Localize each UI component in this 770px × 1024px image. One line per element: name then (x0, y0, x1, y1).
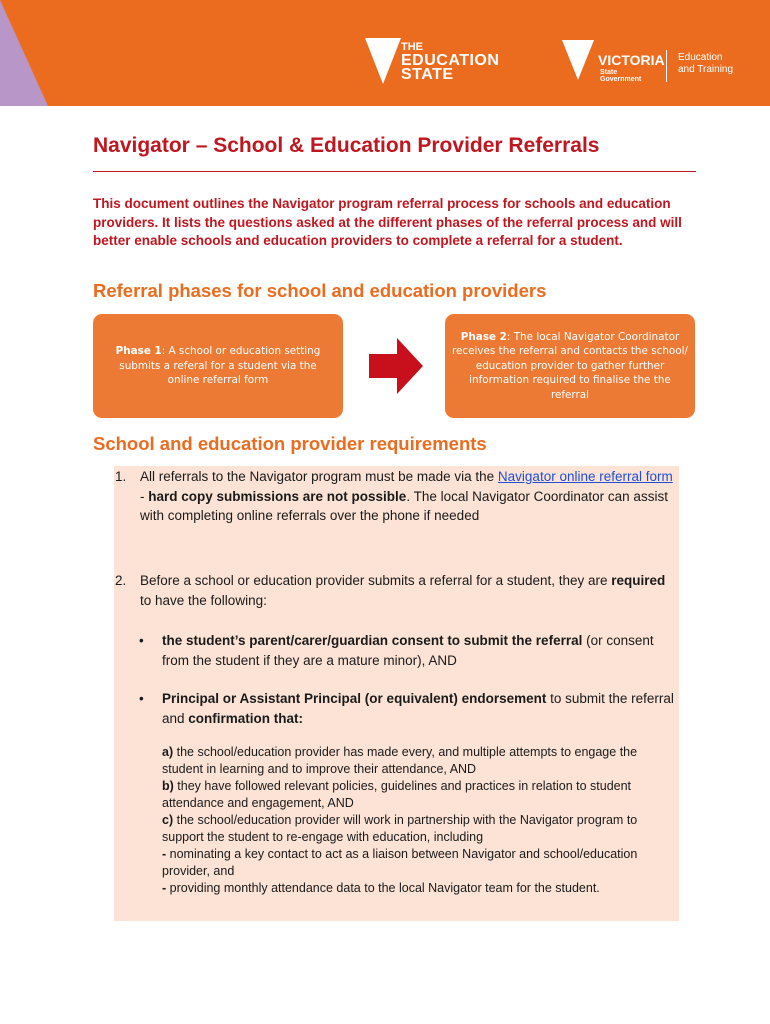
condition-c-label: c) (162, 813, 174, 827)
edu-logo-line1: THE (401, 41, 423, 53)
vic-logo-department (678, 52, 758, 76)
requirement-1-number: 1. (115, 469, 127, 484)
phase-2-label: Phase 2 (460, 330, 507, 343)
vic-logo-sub (600, 69, 660, 83)
section-heading-phases: Referral phases for school and education providers (93, 280, 547, 301)
vic-logo-dept2: and Training (678, 64, 734, 75)
condition-a-label: a) (162, 745, 174, 759)
requirement-2-pre: Before a school or education provider submits a referral for a student, they are (140, 573, 612, 588)
requirement-2-post: to have the following: (140, 592, 267, 608)
title-divider (93, 171, 696, 172)
header-banner (0, 0, 770, 106)
condition-d1 (162, 846, 672, 880)
bullet-2-bold1: Principal or Assistant Principal (or equivalent) endorsement (162, 691, 547, 706)
vic-logo-divider (666, 50, 667, 82)
phase-1-text: : A school or education setting submits a referal for a student via the online referral form (119, 345, 321, 387)
bullet-1-dot: • (139, 633, 144, 648)
phase-1-label: Phase 1 (115, 345, 162, 358)
education-state-v-icon (365, 38, 401, 84)
condition-a (162, 744, 672, 778)
victoria-v-icon (562, 40, 594, 80)
condition-d1-label: - (162, 847, 167, 861)
bullet-2-dot: • (139, 691, 144, 706)
condition-b-text: they have followed relevant policies, guidelines and practices in relation to student attendance and engagement, AND (162, 779, 632, 810)
condition-c-text: the school/education provider will work in partnership with the Navigator program to support the student to re-engage with education, including (162, 813, 638, 844)
section-heading-requirements: School and education provider requirements (93, 433, 487, 454)
condition-c (162, 812, 672, 846)
requirement-1-pre: All referrals to the Navigator program must be made via the (140, 469, 498, 484)
condition-d2-label: - (162, 881, 167, 895)
requirement-1-post: . The local Navigator Coordinator can assist with completing online referrals over the phone if needed (140, 488, 668, 523)
navigator-referral-form-link[interactable]: Navigator online referral form (497, 469, 673, 484)
requirement-2-bold: required (611, 573, 666, 588)
right-arrow-icon (369, 338, 423, 394)
condition-d1-text: nominating a key contact to act as a liaison between Navigator and school/education provider, and (162, 847, 638, 878)
requirement-1-bold: hard copy submissions are not possible (148, 488, 407, 504)
requirement-1-mid: - (140, 488, 149, 504)
vic-logo-sub2: Government (600, 76, 642, 83)
phase-2-box (445, 314, 695, 418)
requirement-2-number: 2. (115, 573, 127, 588)
condition-d2-text: providing monthly attendance data to the local Navigator team for the student. (166, 881, 600, 895)
phase-1-box (93, 314, 343, 418)
condition-d2 (162, 880, 672, 897)
bullet-1-post: (or consent from the student if they are a mature minor), AND (162, 633, 654, 668)
condition-b (162, 778, 672, 812)
vic-logo-dept1: Education (678, 52, 723, 63)
bullet-2-mid: to submit the referral and (162, 691, 674, 726)
vic-logo-sub1: State (600, 69, 618, 76)
condition-b-label: b) (162, 779, 174, 793)
page-title: Navigator – School & Education Provider Referrals (93, 134, 600, 157)
vic-logo-name: VICTORIA (598, 52, 665, 68)
edu-logo-line2: EDUCATION (401, 52, 500, 69)
edu-logo-line3: STATE (401, 66, 454, 83)
phase-2-text: : The local Navigator Coordinator receives the referral and contacts the school/ education provider to gather further information required to finalise the the referral (451, 330, 689, 401)
intro-paragraph: This document outlines the Navigator program referral process for schools and education providers. It lists the questions asked at the different phases of the referral process and will better enable schools and education providers to complete a referral for a student. (93, 196, 682, 248)
bullet-2-bold2: confirmation that: (188, 710, 304, 726)
confirmation-conditions (162, 744, 672, 897)
condition-a-text: the school/education provider has made every, and multiple attempts to engage the student in learning and to improve their attendance, AND (162, 745, 638, 776)
banner-accent-shape (0, 0, 48, 106)
bullet-1-bold: the student’s parent/carer/guardian consent to submit the referral (162, 633, 583, 648)
